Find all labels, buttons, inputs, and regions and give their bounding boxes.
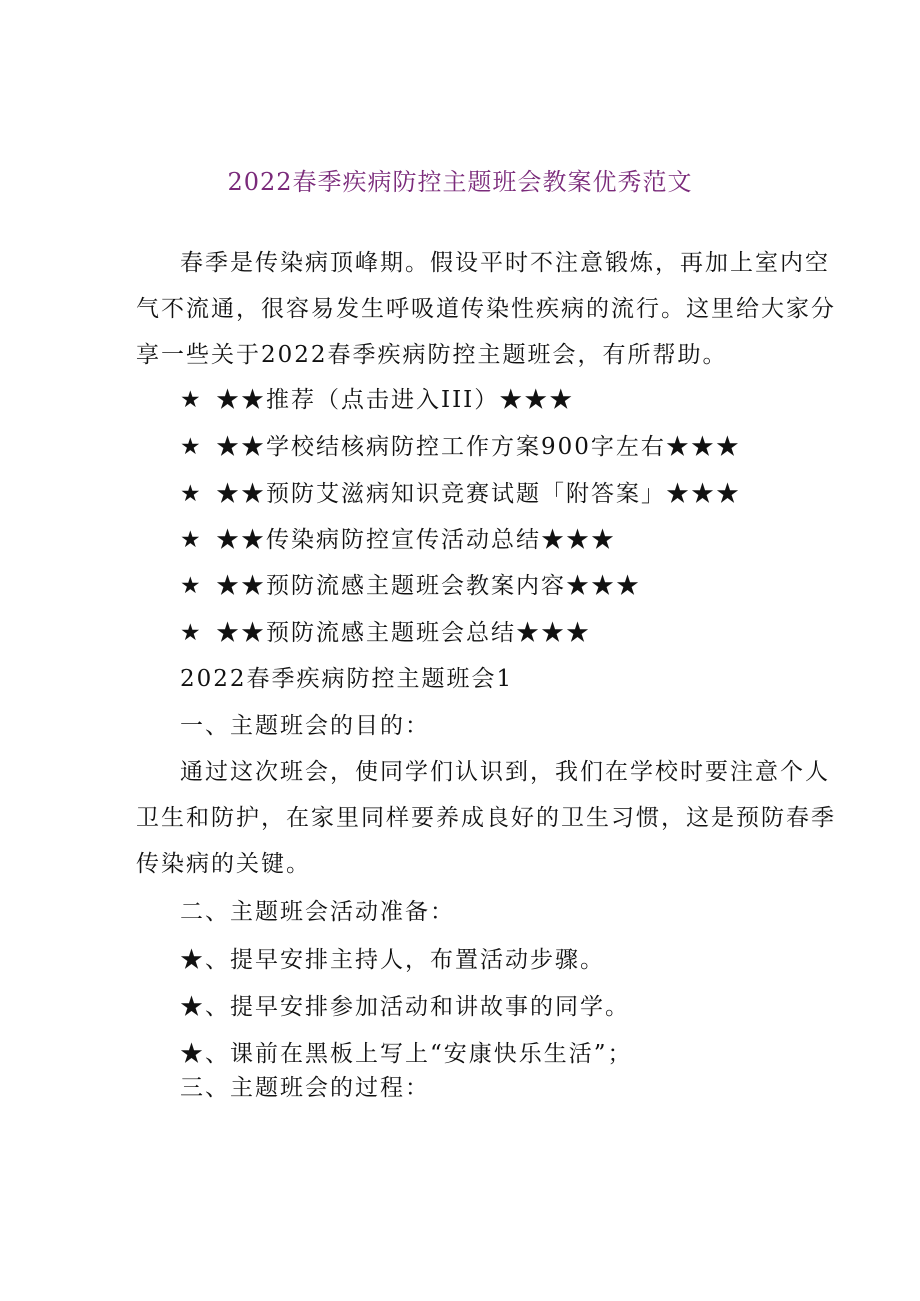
prep-item-2: ★、提早安排参加活动和讲故事的同学。 <box>180 994 630 1020</box>
recommendation-label: ★★预防流感主题班会总结★★★ <box>216 620 591 646</box>
purpose-line-1: 通过这次班会，使同学们认识到，我们在学校时要注意个人 <box>180 759 830 785</box>
prep-item-1: ★、提早安排主持人，布置活动步骤。 <box>180 947 605 973</box>
section-heading: 2022春季疾病防控主题班会1 <box>180 666 514 692</box>
purpose-line-2: 卫生和防护，在家里同样要养成良好的卫生习惯，这是预防春季 <box>136 805 836 831</box>
star-icon: ★ <box>180 527 203 553</box>
process-heading: 三、主题班会的过程： <box>180 1075 430 1101</box>
intro-line-3: 享一些关于2022春季疾病防控主题班会，有所帮助。 <box>136 342 728 368</box>
recommendation-label: ★★学校结核病防控工作方案900字左右★★★ <box>216 434 741 460</box>
star-icon: ★ <box>180 387 203 413</box>
recommendation-label: ★★预防艾滋病知识竞赛试题「附答案」★★★ <box>216 481 741 507</box>
prep-item-3: ★、课前在黑板上写上“安康快乐生活”； <box>180 1041 633 1067</box>
recommendation-label: ★★传染病防控宣传活动总结★★★ <box>216 527 616 553</box>
star-icon: ★ <box>180 620 203 646</box>
document-title: 2022春季疾病防控主题班会教案优秀范文 <box>227 168 693 196</box>
recommendation-label: ★★预防流感主题班会教案内容★★★ <box>216 573 641 599</box>
star-icon: ★ <box>180 573 203 599</box>
star-icon: ★ <box>180 434 203 460</box>
recommendation-link-3[interactable] <box>180 479 741 509</box>
purpose-line-3: 传染病的关键。 <box>136 851 311 877</box>
purpose-heading: 一、主题班会的目的： <box>180 713 430 739</box>
recommendation-link-2[interactable] <box>180 432 741 462</box>
recommendation-link-5[interactable] <box>180 571 641 601</box>
intro-line-1: 春季是传染病顶峰期。假设平时不注意锻炼，再加上室内空 <box>180 250 830 276</box>
star-icon: ★ <box>180 481 203 507</box>
recommendation-link-4[interactable] <box>180 525 616 555</box>
prep-heading: 二、主题班会活动准备： <box>180 899 455 925</box>
intro-line-2: 气不流通，很容易发生呼吸道传染性疾病的流行。这里给大家分 <box>136 296 836 322</box>
recommendation-label: ★★推荐（点击进入III）★★★ <box>216 387 575 413</box>
recommendation-link-1[interactable] <box>180 385 574 415</box>
recommendation-link-6[interactable] <box>180 618 591 648</box>
